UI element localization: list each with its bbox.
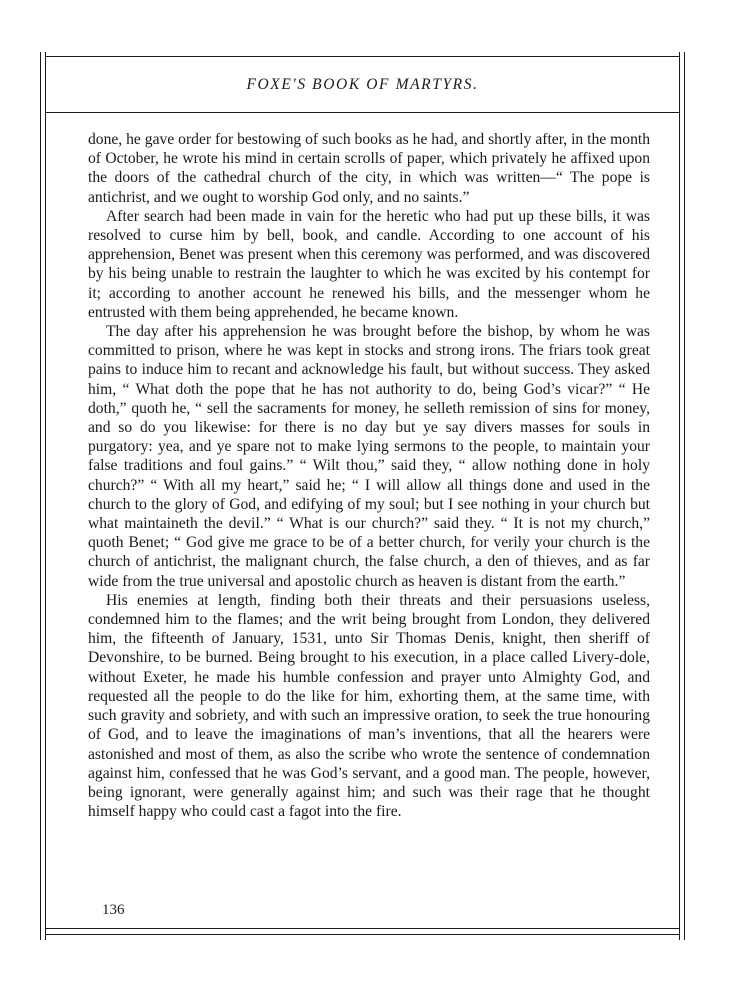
inner-frame	[45, 52, 680, 940]
top-rule	[46, 56, 679, 57]
bottom-rule-outer	[46, 934, 679, 935]
body-text	[88, 130, 650, 821]
header-rule	[46, 112, 679, 113]
running-title: FOXE'S BOOK OF MARTYRS.	[246, 76, 479, 93]
bottom-rule-inner	[46, 928, 679, 929]
paragraph-3: The day after his apprehension he was brought before the bishop, by whom he was committed to prison, where he was kept in stocks and strong irons. The friars took great pains to induce him to recant and acknowledge his fault, but without success. They asked him, “ What doth the pope that he has not authority to do, being God’s vicar?” “ He doth,” quoth he, “ sell the sacraments for money, he selleth remission of sins for money, and so do you likewise: for there is no day but ye say divers masses for souls in purgatory: yea, and ye spare not to make lying sermons to the people, to maintain your false traditions and foul gains.” “ Wilt thou,” said they, “ allow nothing done in holy church?” “ With all my heart,” said he; “ I will allow all things done and used in the church to the glory of God, and edifying of my soul; but I see nothing in your church but what maintaineth the devil.” “ What is our church?” said they. “ It is not my church,” quoth Benet; “ God give me grace to be of a better church, for verily your church is the church of antichrist, the malignant church, the false church, a den of thieves, and as far wide from the true universal and apostolic church as heaven is distant from the earth.”	[88, 323, 650, 590]
page-number: 136	[102, 902, 125, 918]
page-frame	[40, 52, 685, 940]
paragraph-1: done, he gave order for bestowing of such books as he had, and shortly after, in the month of October, he wrote his mind in certain scrolls of paper, which privately he affixed upon the doors of the cathedral church of the city, in which was written—“ The pope is antichrist, and we ought to worship God only, and no saints.”	[88, 131, 650, 206]
paragraph-4: His enemies at length, finding both their threats and their persuasions useless, condemned him to the flames; and the writ being brought from London, they delivered him, the fifteenth of January, 1531, unto Sir Thomas Denis, knight, then sheriff of Devonshire, to be burned. Being brought to his execution, in a place called Livery-dole, without Exeter, he made his humble confession and prayer unto Almighty God, and requested all the people to do the like for him, exhorting them, at the same time, with such gravity and sobriety, and with such an impressive oration, to seek the true honouring of God, and to leave the imaginations of man’s inventions, that all the hearers were astonished and most of them, as also the scribe who wrote the sentence of condemnation against him, confessed that he was God’s servant, and a good man. The people, however, being ignorant, were generally against him; and such was their rage that he thought himself happy who could cast a fagot into the fire.	[88, 591, 650, 821]
paragraph-2: After search had been made in vain for the heretic who had put up these bills, it was resolved to curse him by bell, book, and candle. According to one account of his apprehension, Benet was present when this ceremony was performed, and was discovered by his being unable to restrain the laughter to which he was excited by his contempt for it; according to another account he renewed his bills, and the messenger whom he entrusted with them being apprehended, he became known.	[88, 207, 650, 321]
